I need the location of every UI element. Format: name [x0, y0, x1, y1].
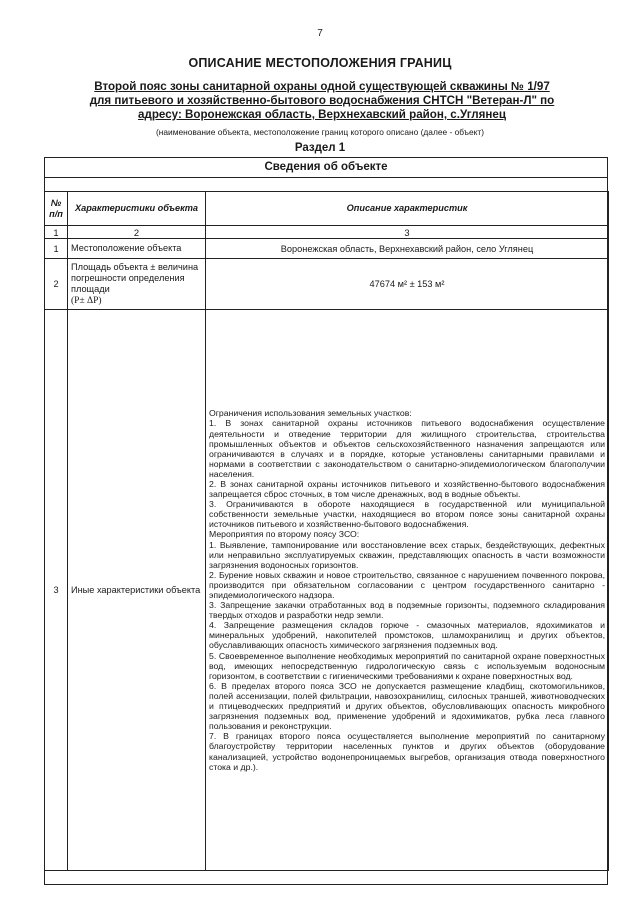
document-title: ОПИСАНИЕ МЕСТОПОЛОЖЕНИЯ ГРАНИЦ [188, 56, 452, 70]
object-info-title: Сведения об объекте [45, 158, 607, 178]
measures-paragraph: 3. Запрещение закачки отработанных вод в подземные горизонты, подземного складирования твердых отходов и разработки недр земли. [209, 600, 605, 621]
measures-paragraph: 1. Выявление, тампонирование или восстановление всех старых, бездействующих, дефектных или неправильно эксплуатируемых скважин, представляющих опасность в части возможности загрязнения водоносных горизонтов. [209, 539, 605, 570]
table-row [45, 239, 609, 259]
measures-paragraph: 7. В границах второго пояса осуществляется выполнение мероприятий по санитарному благоустройству территории населенных пунктов и других объектов (оборудование канализацией, устройство водонепроницаемых выгребов, организация отвода поверхностного стока и др.). [209, 731, 605, 772]
column-number-row [45, 226, 609, 239]
column-number-2: 2 [68, 226, 206, 239]
row-label: Местоположение объекта [68, 239, 206, 259]
column-number-3: 3 [206, 226, 609, 239]
header-description: Описание характеристик [206, 192, 609, 226]
table-row [45, 310, 609, 871]
row-index: 2 [45, 259, 68, 310]
restriction-paragraph: Ограничения использования земельных участков: [209, 408, 412, 419]
column-number-1: 1 [45, 226, 68, 239]
header-characteristic: Характеристики объекта [68, 192, 206, 226]
section-title: Раздел 1 [294, 142, 346, 154]
row-index: 1 [45, 239, 68, 259]
row-label: Иные характеристики объекта [68, 310, 206, 871]
table-row [45, 259, 609, 310]
subject-line-3: адресу: Воронежская область, Верхнехавский район, с.Углянец [138, 108, 506, 121]
restriction-paragraph: 3. Ограничиваются в обороте находящиеся в государственной или муниципальной собственности земельные участки, находящиеся во втором поясе зоны санитарной охраны источников питьевого и хозяйственно-бытового водоснабжения. [209, 499, 605, 530]
object-subject [52, 80, 592, 122]
subject-line-1: Второй пояс зоны санитарной охраны одной существующей скважины № 1/97 [94, 80, 550, 93]
measures-paragraph: Мероприятия по второму поясу ЗСО: [209, 529, 360, 540]
page-number: 7 [317, 28, 323, 39]
measures-paragraph: 5. Своевременное выполнение необходимых мероприятий по санитарной охране поверхностных вод, имеющих непосредственную гидрологическую связь с используемым водоносным горизонтом, в соответствии с гигиеническими требованиями к охране поверхностных вод. [209, 650, 605, 681]
header-number: № п/п [45, 192, 68, 226]
area-formula: (P± ΔP) [71, 295, 102, 306]
row-value: 47674 м² ± 153 м² [206, 259, 609, 310]
measures-paragraph: 2. Бурение новых скважин и новое строительство, связанное с нарушением почвенного покрова, производится при обязательном согласовании с центром государственного санитарно - эпидемиологического надзора. [209, 569, 605, 600]
restriction-paragraph: 1. В зонах санитарной охраны источников питьевого водоснабжения осуществление деятельности и отведение территории для жилищного строительства, строительства промышленных объектов и объектов сельскохозяйственного назначения запрещаются или ограничиваются в случаях и в порядке, которые установлены санитарными правилами и нормами в соответствии с законодательством о санитарно-эпидемиологическом благополучии населения. [209, 418, 605, 479]
measures-paragraph: 6. В пределах второго пояса ЗСО не допускается размещение кладбищ, скотомогильников, полей ассенизации, полей фильтрации, навозохранилищ, силосных траншей, животноводческих и птицеводческих предприятий и других объектов, обусловливающих опасность микробного загрязнения подземных вод, применение удобрений и ядохимикатов, рубка леса главного пользования и реконструкции. [209, 680, 605, 732]
measures-paragraph: 4. Запрещение размещения складов горюче - смазочных материалов, ядохимикатов и минеральных удобрений, накопителей промстоков, шламохранилищ и других объектов, обуславливающих опасность химического загрязнения подземных вод. [209, 620, 605, 651]
restriction-paragraph: 2. В зонах санитарной охраны источников питьевого и хозяйственно-бытового водоснабжения запрещается сброс сточных, в том числе дренажных, вод в водные объекты. [209, 478, 605, 500]
subject-note: (наименование объекта, местоположение границ которого описано (далее - объект) [155, 127, 485, 137]
row-value: Воронежская область, Верхнехавский район, село Углянец [206, 239, 609, 259]
row-value [206, 310, 609, 871]
area-label-text: Площадь объекта ± величина погрешности определения площади [71, 261, 199, 294]
subject-line-2: для питьевого и хозяйственно-бытового водоснабжения СНТСН "Ветеран-Л" по [89, 94, 555, 107]
row-index: 3 [45, 310, 68, 871]
table-header-row [45, 192, 609, 226]
row-label [68, 259, 206, 310]
object-info-table [44, 191, 609, 871]
